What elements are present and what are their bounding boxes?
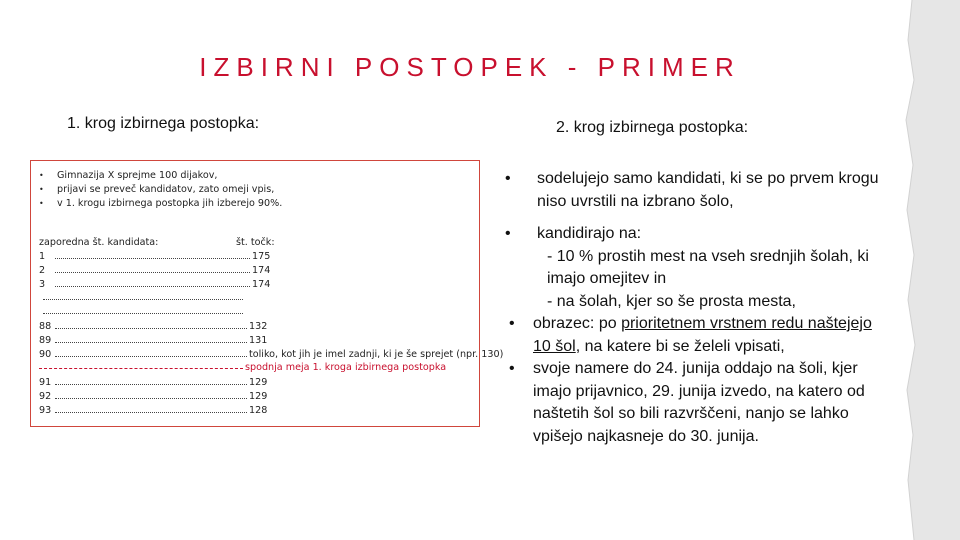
cutoff-line xyxy=(39,368,243,369)
example-bullet: • prijavi se preveč kandidatov, zato omeji vpis, xyxy=(39,184,275,195)
candidate-row: 3 174 xyxy=(39,279,271,290)
points-header: št. točk: xyxy=(236,237,275,248)
list-item: • svoje namere do 24. junija oddajo na šoli, kjer imajo prijavnico, 29. junija izvedo, na katero od naštetih šol so bili razvrščeni, nanjo se lahko vpišejo najkasneje do 30. junija. xyxy=(509,360,865,445)
list-item: • kandidirajo na: - 10 % prostih mest na vseh srednjih šolah, ki imajo omejitev in - na šolah, kjer so še prosta mesta, xyxy=(505,223,885,313)
second-round-list xyxy=(505,168,885,448)
candidate-row: 91 129 xyxy=(39,377,268,388)
list-item: • obrazec: po prioritetnem vrstnem redu naštejejo 10 šol, na katere bi se želeli vpisati, xyxy=(509,315,872,355)
cutoff-label: spodnja meja 1. kroga izbirnega postopka xyxy=(245,362,447,373)
candidate-row: 89 131 xyxy=(39,335,268,346)
example-bullets xyxy=(39,169,282,211)
ellipsis-line xyxy=(43,313,243,314)
example-image xyxy=(30,160,504,427)
right-heading: 2. krog izbirnega postopka: xyxy=(556,119,749,136)
sub-item: - 10 % prostih mest na vseh srednjih šolah, ki imajo omejitev in xyxy=(547,247,869,287)
slide-title: IZBIRNI POSTOPEK - PRIMER xyxy=(199,52,741,82)
candidate-row: 2 174 xyxy=(39,265,271,276)
underlined-text: prioritetnem vrstnem redu naštejejo 10 šol xyxy=(533,315,872,355)
candidate-row: 93 128 xyxy=(39,405,268,416)
candidate-row: 88 132 xyxy=(39,321,268,332)
list-item: • sodelujejo samo kandidati, ki se po prvem krogu niso uvrstili na izbrano šolo, xyxy=(505,170,879,210)
candidate-number-header: zaporedna št. kandidata: xyxy=(39,237,159,248)
candidate-row: 92 129 xyxy=(39,391,268,402)
example-bullet: • Gimnazija X sprejme 100 dijakov, xyxy=(39,170,218,181)
candidate-row-last-admitted: 90 toliko, kot jih je imel zadnji, ki je še sprejet (npr. 130) xyxy=(39,349,504,360)
ellipsis-line xyxy=(43,299,243,300)
candidate-row: 1 175 xyxy=(39,251,271,262)
left-heading: 1. krog izbirnega postopka: xyxy=(67,115,260,132)
example-bullet: • v 1. krogu izbirnega postopka jih izberejo 90%. xyxy=(39,198,283,209)
sub-item: - na šolah, kjer so še prosta mesta, xyxy=(547,292,796,310)
